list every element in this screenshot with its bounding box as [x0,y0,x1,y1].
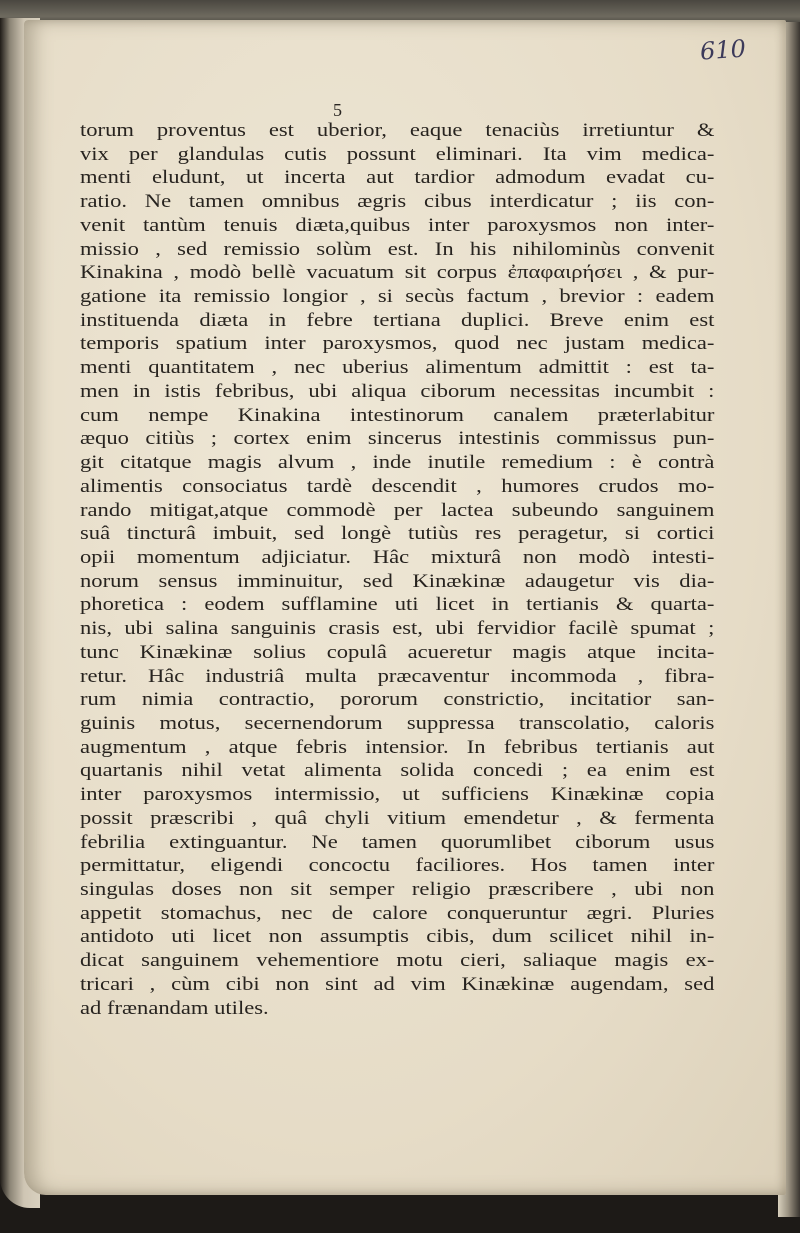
text-line: gatione ita remissio longior , si secùs factum , brevior : eadem [80,287,715,308]
text-line: guinis motus, secernendorum suppressa transcolatio, caloris [80,713,715,734]
text-line: inter paroxysmos intermissio, ut sufficiens Kinækinæ copia [80,785,715,806]
text-line: instituenda diæta in febre tertiana duplici. Breve enim est [80,310,715,331]
text-line: norum sensus imminuitur, sed Kinækinæ adaugetur vis dia- [80,571,715,592]
text-line: Kinakina , modò bellè vacuatum sit corpus ἐπαφαιρήσει , & pur- [80,263,715,284]
signature-mark: 5 [333,100,342,120]
text-line: ratio. Ne tamen omnibus ægris cibus interdicatur ; iis con- [80,192,715,213]
text-line: missio , sed remissio solùm est. In his nihilominùs convenit [80,239,715,260]
text-line: æquo citiùs ; cortex enim sincerus intestinis commissus pun- [80,429,715,450]
text-line: men in istis febribus, ubi aliqua ciborum necessitas incumbit : [80,381,715,402]
text-line: quartanis nihil vetat alimenta solida concedi ; ea enim est [80,761,715,782]
text-line: menti quantitatem , nec uberius alimentum admittit : est ta- [80,358,715,379]
text-line: rando mitigat,atque commodè per lactea subeundo sanguinem [80,500,715,521]
text-line: dicat sanguinem vehementiore motu cieri, saliaque magis ex- [80,951,715,972]
text-line: appetit stomachus, nec de calore conqueruntur ægri. Pluries [80,903,715,924]
text-line: tricari , cùm cibi non sint ad vim Kinækinæ augendam, sed [80,974,715,995]
text-line: git citatque magis alvum , inde inutile remedium : è contrà [80,453,715,474]
text-line: rum nimia contractio, pororum constrictio, incitatior san- [80,690,715,711]
page-body-text [80,120,714,1021]
text-line: possit præscribi , quâ chyli vitium emendetur , & fermenta [80,808,715,829]
text-line: augmentum , atque febris intensior. In febribus tertianis aut [80,737,715,758]
text-line: nis, ubi salina sanguinis crasis est, ubi fervidior facilè spumat ; [80,619,715,640]
text-line: vix per glandulas cutis possunt eliminari. Ita vim medica- [80,144,715,165]
text-line: antidoto uti licet non assumptis cibis, dum scilicet nihil in- [80,927,715,948]
text-line: menti eludunt, ut incerta aut tardior admodum evadat cu- [80,168,715,189]
text-line: retur. Hâc industriâ multa præcaventur incommoda , fibra- [80,666,715,687]
text-line: cum nempe Kinakina intestinorum canalem præterlabitur [80,405,715,426]
text-line: torum proventus est uberior, eaque tenaciùs irretiuntur & [80,121,715,141]
text-line: alimentis consociatus tardè descendit , humores crudos mo- [80,476,715,497]
text-line: febrilia extinguantur. Ne tamen quorumlibet ciborum usus [80,832,715,853]
text-line: permittatur, eligendi concoctu faciliores. Hos tamen inter [80,856,715,877]
text-line: venit tantùm tenuis diæta,quibus inter paroxysmos non inter- [80,215,715,236]
text-line: singulas doses non sit semper religio præscribere , ubi non [80,880,715,900]
folio-number: 610 [699,34,747,66]
text-line: opii momentum adjiciatur. Hâc mixturâ non modò intesti- [80,547,715,568]
text-line: temporis spatium inter paroxysmos, quod nec justam medica- [80,334,715,355]
text-line: ad frænandam utiles. [80,998,269,1019]
text-line: suâ tincturâ imbuit, sed longè tutiùs res peragetur, si cortici [80,524,715,545]
text-line: tunc Kinækinæ solius copulâ acueretur magis atque incita- [80,642,715,663]
text-line: phoretica : eodem sufflamine uti licet in tertianis & quarta- [80,595,715,616]
